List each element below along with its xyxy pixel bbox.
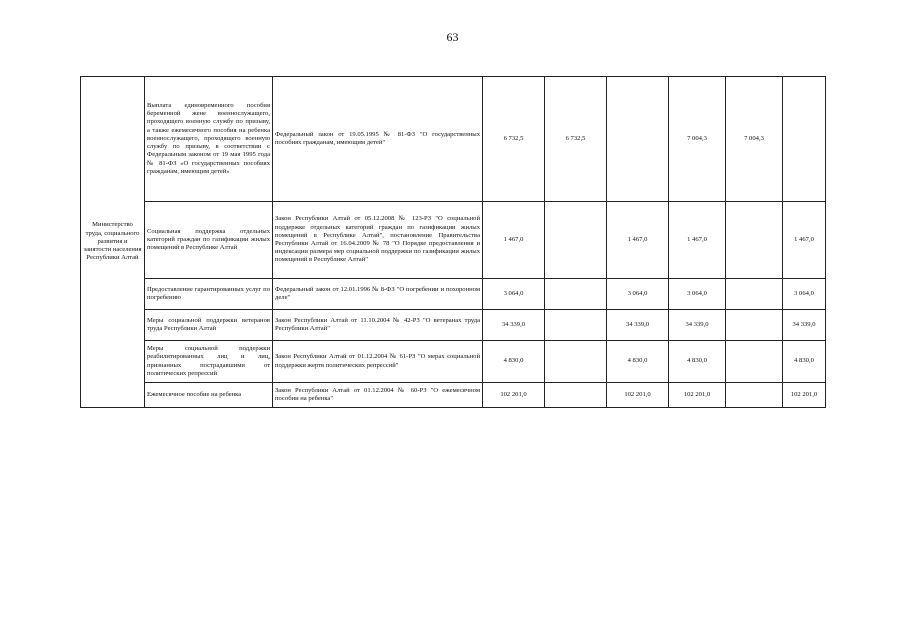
ministry-cell: Министерство труда, социального развития и занятости населения Республики Алтай — [81, 77, 145, 408]
budget-table — [80, 76, 826, 408]
value-cell: 7 004,3 — [726, 77, 783, 202]
value-cell: 7 004,3 — [669, 77, 726, 202]
value-cell — [545, 310, 607, 341]
value-cell — [545, 202, 607, 279]
law-cell: Федеральный закон от 19.05.1995 № 81-ФЗ "О государственных пособиях гражданам, имеющим детей" — [273, 77, 483, 202]
table-row — [81, 77, 826, 202]
table-row — [81, 310, 826, 341]
measure-cell: Меры социальной поддержки реабилитированных лиц и лиц, признанных пострадавшими от политических репрессий — [145, 341, 273, 383]
value-cell: 4 830,0 — [483, 341, 545, 383]
value-cell — [545, 383, 607, 408]
value-cell: 3 064,0 — [483, 279, 545, 310]
table-row — [81, 383, 826, 408]
value-cell — [607, 77, 669, 202]
value-cell — [726, 202, 783, 279]
law-cell: Закон Республики Алтай от 01.12.2004 № 60-РЗ "О ежемесячном пособии на ребенка" — [273, 383, 483, 408]
value-cell: 6 732,5 — [483, 77, 545, 202]
value-cell: 1 467,0 — [783, 202, 826, 279]
measure-cell: Меры социальной поддержки ветеранов труда Республики Алтай — [145, 310, 273, 341]
value-cell: 34 339,0 — [483, 310, 545, 341]
value-cell — [726, 310, 783, 341]
page-number: 63 — [446, 30, 459, 44]
value-cell — [783, 77, 826, 202]
table-row — [81, 279, 826, 310]
value-cell: 4 830,0 — [783, 341, 826, 383]
value-cell: 34 339,0 — [783, 310, 826, 341]
value-cell: 1 467,0 — [607, 202, 669, 279]
law-cell: Закон Республики Алтай от 11.10.2004 № 42-РЗ "О ветеранах труда Республики Алтай" — [273, 310, 483, 341]
value-cell: 102 201,0 — [607, 383, 669, 408]
value-cell: 4 830,0 — [607, 341, 669, 383]
value-cell — [545, 341, 607, 383]
value-cell: 3 064,0 — [607, 279, 669, 310]
value-cell: 102 201,0 — [669, 383, 726, 408]
value-cell — [726, 279, 783, 310]
value-cell: 4 830,0 — [669, 341, 726, 383]
value-cell: 3 064,0 — [669, 279, 726, 310]
law-cell: Закон Республики Алтай от 05.12.2008 № 123-РЗ "О социальной поддержке отдельных категорий граждан по газификации жилых помещений в Республике Алтай", постановление Правительства Республики Алтай от 16.04.2009 № 78 "О Порядке предоставления и индексации размера мер социальной поддержки по газификации жилых помещений в Республике Алтай" — [273, 202, 483, 279]
value-cell: 34 339,0 — [669, 310, 726, 341]
law-cell: Федеральный закон от 12.01.1996 № 8-ФЗ "О погребении и похоронном деле" — [273, 279, 483, 310]
measure-cell: Предоставление гарантированных услуг по погребению — [145, 279, 273, 310]
value-cell: 1 467,0 — [669, 202, 726, 279]
value-cell: 3 064,0 — [783, 279, 826, 310]
table-row — [81, 341, 826, 383]
value-cell — [726, 341, 783, 383]
value-cell: 34 339,0 — [607, 310, 669, 341]
value-cell — [545, 279, 607, 310]
value-cell: 1 467,0 — [483, 202, 545, 279]
law-cell: Закон Республики Алтай от 01.12.2004 № 61-РЗ "О мерах социальной поддержки жертв политических репрессий" — [273, 341, 483, 383]
value-cell: 102 201,0 — [483, 383, 545, 408]
value-cell — [726, 383, 783, 408]
measure-cell: Социальная поддержка отдельных категорий граждан по газификации жилых помещений в Республике Алтай — [145, 202, 273, 279]
table-row — [81, 202, 826, 279]
measure-cell: Выплата единовременного пособия беременной жене военнослужащего, проходящего военную службу по призыву, а также ежемесячного пособия на ребенка военнослужащего, проходящего военную службу по призыву, в соответствии с Федеральным законом от 19 мая 1995 года № 81-ФЗ «О государственных пособиях гражданам, имеющим детей» — [145, 77, 273, 202]
measure-cell: Ежемесячное пособие на ребенка — [145, 383, 273, 408]
value-cell: 102 201,0 — [783, 383, 826, 408]
value-cell: 6 732,5 — [545, 77, 607, 202]
